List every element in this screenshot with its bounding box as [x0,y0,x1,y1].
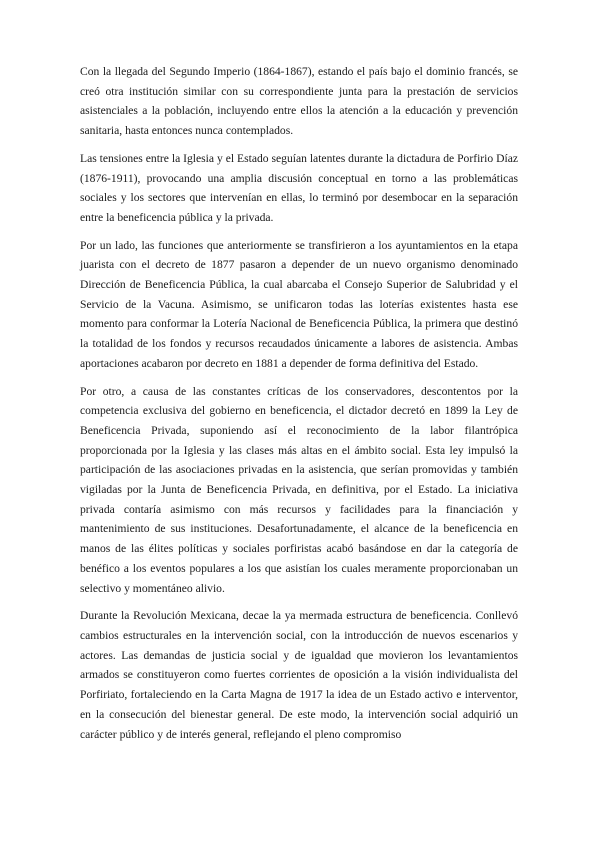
paragraph-segundo-imperio: Con la llegada del Segundo Imperio (1864-1867), estando el país bajo el dominio francés, se creó otra institución similar con su correspondiente junta para la prestación de servicios asistenciales a la población, incluyendo entre ellos la atención a la educación y prevención sanitaria, hasta entonces nunca contemplados. [80,65,518,138]
paragraph-revolucion-mexicana: Durante la Revolución Mexicana, decae la ya mermada estructura de beneficencia. Conllevó cambios estructurales en la intervención social, con la introducción de nuevos escenarios y actores. Las demandas de justicia social y de igualdad que movieron los levantamientos armados se constituyeron como fuertes corrientes de oposición a la visión individualista del Porfiriato, fortaleciendo en la Carta Magna de 1917 la idea de un Estado activo e interventor, en la consecución del bienestar general. De este modo, la intervención social adquirió un carácter público y de interés general, reflejando el pleno compromiso [80,609,518,741]
document-page [80,62,518,752]
paragraph-beneficencia-publica: Por un lado, las funciones que anteriormente se transfirieron a los ayuntamientos en la etapa juarista con el decreto de 1877 pasaron a depender de un nuevo organismo denominado Dirección de Beneficencia Pública, la cual abarcaba el Consejo Superior de Salubridad y el Servicio de la Vacuna. Asimismo, se unificaron todas las loterías existentes hasta ese momento para conformar la Lotería Nacional de Beneficencia Pública, la primera que destinó la totalidad de los fondos y recursos recaudados únicamente a labores de asistencia. Ambas aportaciones acabaron por decreto en 1881 a depender de forma definitiva del Estado. [80,238,518,370]
paragraph-porfiriato-tensiones: Las tensiones entre la Iglesia y el Estado seguían latentes durante la dictadura de Porfirio Díaz (1876-1911), provocando una amplia discusión conceptual en torno a las problemáticas sociales y los sectores que intervenían en ellas, lo terminó por desembocar en la separación entre la beneficencia pública y la privada. [80,151,518,224]
paragraph-beneficencia-privada: Por otro, a causa de las constantes críticas de los conservadores, descontentos por la competencia exclusiva del gobierno en beneficencia, el dictador decretó en 1899 la Ley de Beneficencia Privada, suponiendo así el reconocimiento de la labor filantrópica proporcionada por la Iglesia y las clases más altas en el ámbito social. Esta ley impulsó la participación de las asociaciones privadas en la asistencia, que serían promovidas y también vigiladas por la Junta de Beneficencia Privada, en definitiva, por el Estado. La iniciativa privada contaría asimismo con más recursos y facilidades para la financiación y mantenimiento de sus instituciones. Desafortunadamente, el alcance de la beneficencia en manos de las élites políticas y sociales porfiristas acabó basándose en dar la categoría de benéfico a los eventos populares a los que asistían los cuales meramente proporcionaban un selectivo y momentáneo alivio. [80,384,518,595]
